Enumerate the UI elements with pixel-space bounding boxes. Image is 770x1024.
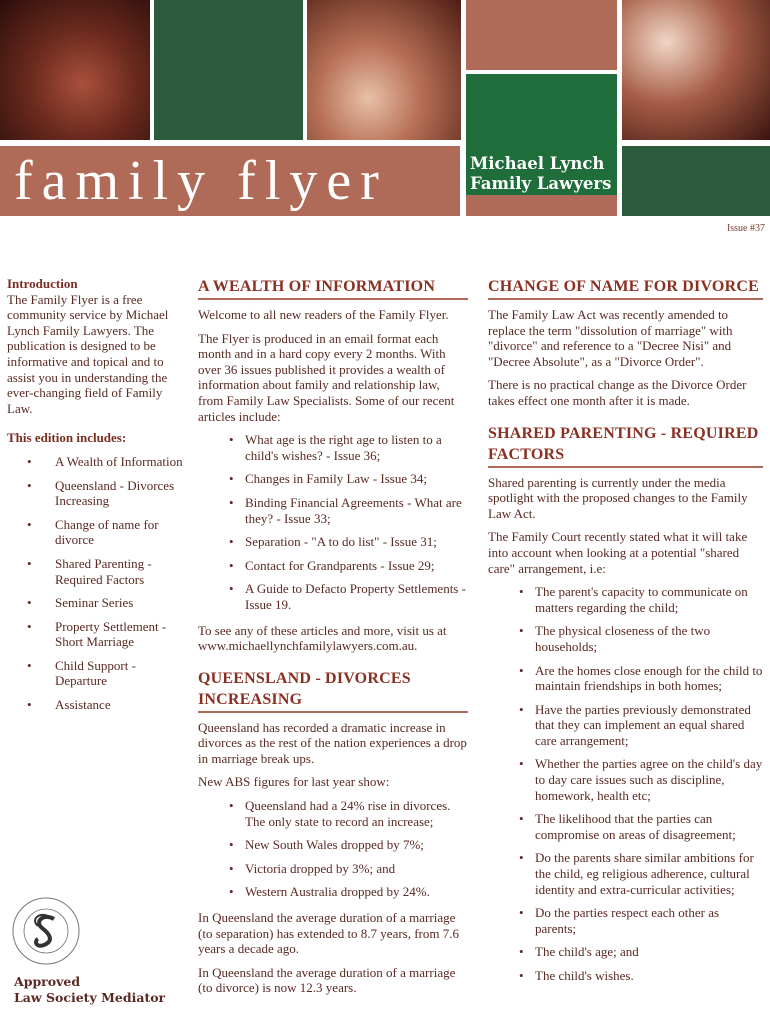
list-item: • The likelihood that the parties can compromise on areas of disagreement; xyxy=(519,811,736,842)
newsletter-title: family flyer xyxy=(14,150,388,212)
list-item: • Separation - "A to do list" - Issue 31; xyxy=(229,534,437,550)
queensland-p2: New ABS figures for last year show: xyxy=(198,774,390,790)
list-item: • Assistance xyxy=(27,697,111,713)
wealth-p3: To see any of these articles and more, visit us at www.michaellynchfamilylawyers.com.au. xyxy=(198,622,447,654)
queensland-p3: In Queensland the average duration of a marriage (to separation) has extended to 8.7 years, from 7.6 years a decade ago. xyxy=(198,910,460,957)
list-item: • Have the parties previously demonstrated that they can implement an equal shared care arrangement; xyxy=(519,701,751,748)
queensland-heading: QUEENSLAND - DIVORCES INCREASING xyxy=(198,668,468,713)
list-item: • Shared Parenting - Required Factors xyxy=(27,555,152,587)
header-photo-baby xyxy=(307,0,461,140)
header-rust-block xyxy=(466,0,617,70)
includes-list xyxy=(7,454,185,713)
list-item: • What age is the right age to listen to a child's wishes? - Issue 36; xyxy=(229,432,442,463)
logo-line1: Michael Lynch xyxy=(470,154,605,173)
middle-column xyxy=(198,276,468,1004)
list-item: • Change of name for divorce xyxy=(27,516,159,548)
header-photo-child xyxy=(622,0,770,140)
list-item: • Binding Financial Agreements - What are they? - Issue 33; xyxy=(229,494,462,526)
list-item: • The physical closeness of the two households; xyxy=(519,623,711,654)
change-name-p1: The Family Law Act was recently amended to replace the term "dissolution of marriage" with "divorce" and reference to a "Decree Nisi" and "Decree Absolute", as a "Divorce Order". xyxy=(488,307,733,369)
right-column xyxy=(488,276,763,994)
change-name-heading: CHANGE OF NAME FOR DIVORCE xyxy=(488,276,763,300)
list-item: • Contact for Grandparents - Issue 29; xyxy=(229,557,435,573)
list-item: • Do the parties respect each other as parents; xyxy=(519,905,720,936)
left-column xyxy=(7,276,185,721)
shared-factors-list xyxy=(488,584,763,983)
shared-parenting-heading: SHARED PARENTING - REQUIRED FACTORS xyxy=(488,423,763,468)
articles-list xyxy=(198,432,468,612)
intro-heading: Introduction xyxy=(7,276,78,291)
logo-line2: Family Lawyers xyxy=(470,174,612,193)
header-green-block-right xyxy=(622,146,770,216)
list-item: • The child's age; and xyxy=(519,944,639,960)
header-green-block xyxy=(154,0,303,140)
change-name-p2: There is no practical change as the Divorce Order takes effect one month after it is made. xyxy=(488,377,747,408)
intro-text: The Family Flyer is a free community service by Michael Lynch Family Lawyers. The publication is designed to be informative and topical and to assist you in understanding the ever-changing field of Family Law. xyxy=(7,291,169,416)
list-item: • A Guide to Defacto Property Settlements - Issue 19. xyxy=(229,581,466,612)
shared-p2: The Family Court recently stated what it will take into account when looking at a potential "shared care" arrangement, i.e: xyxy=(488,529,748,576)
list-item: • Seminar Series xyxy=(27,595,134,611)
abs-figures-list xyxy=(198,798,468,900)
list-item: • A Wealth of Information xyxy=(27,453,183,469)
header-photo-glasses xyxy=(0,0,150,140)
law-society-seal-icon xyxy=(10,895,82,967)
wealth-p2: The Flyer is produced in an email format each month and in a hard copy every 2 months. With over 36 issues published it provides a wealth of information about family and relationship law, from Family Law Specialists. Some of our recent articles include: xyxy=(198,330,455,424)
wealth-heading: A WEALTH OF INFORMATION xyxy=(198,276,468,300)
firm-logo xyxy=(470,154,618,194)
queensland-p1: Queensland has recorded a dramatic increase in divorces as the rest of the nation experiences a drop in marriage break ups. xyxy=(198,719,467,766)
list-item: • Whether the parties agree on the child's day to day care issues such as discipline, homework, health etc; xyxy=(519,756,763,803)
logo-stripe xyxy=(466,195,617,216)
list-item: • Western Australia dropped by 24%. xyxy=(229,884,430,900)
list-item: • Victoria dropped by 3%; and xyxy=(229,860,396,876)
list-item: • Child Support - Departure xyxy=(27,657,136,689)
list-item: • New South Wales dropped by 7%; xyxy=(229,837,424,853)
wealth-p1: Welcome to all new readers of the Family Flyer. xyxy=(198,307,449,322)
issue-number: Issue #37 xyxy=(726,223,765,234)
list-item: • Queensland had a 24% rise in divorces. The only state to record an increase; xyxy=(229,798,451,829)
list-item: • Do the parents share similar ambitions for the child, eg religious adherence, cultural identity and extra-curricular activities; xyxy=(519,850,754,897)
includes-heading: This edition includes: xyxy=(7,430,127,446)
list-item: • Are the homes close enough for the child to maintain friendships in both homes; xyxy=(519,662,763,694)
list-item: • The parent's capacity to communicate on matters regarding the child; xyxy=(519,584,748,615)
shared-p1: Shared parenting is currently under the media spotlight with the proposed changes to the Family Law Act. xyxy=(488,474,748,521)
list-item: • The child's wishes. xyxy=(519,968,634,983)
list-item: • Property Settlement - Short Marriage xyxy=(27,618,167,650)
list-item: • Queensland - Divorces Increasing xyxy=(27,477,175,509)
list-item: • Changes in Family Law - Issue 34; xyxy=(229,471,427,487)
queensland-p4: In Queensland the average duration of a marriage (to divorce) is now 12.3 years. xyxy=(198,964,456,996)
approved-mediator-label: Approved Law Society Mediator xyxy=(14,974,166,1005)
